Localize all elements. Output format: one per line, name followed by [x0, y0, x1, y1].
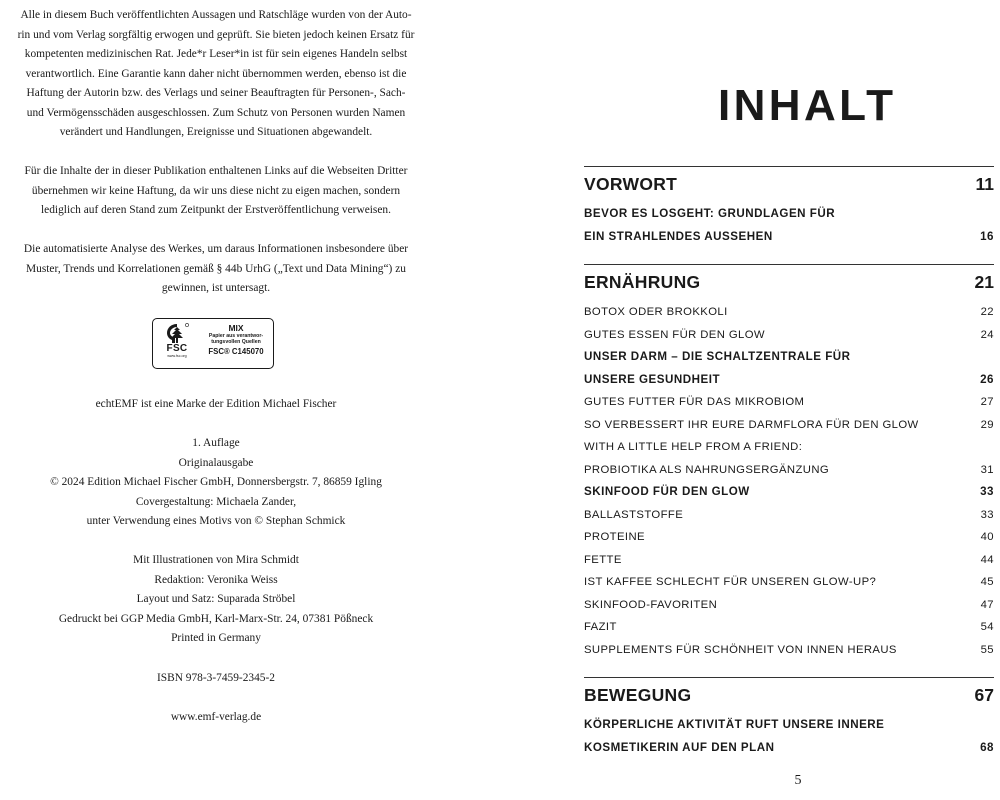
toc-entry[interactable]: [584, 414, 994, 437]
toc-page-number: 16: [980, 229, 994, 243]
text-line: Muster, Trends und Korrelationen gemäß § 44b UrhG („Text und Data Mining“) zu: [26, 262, 406, 275]
fsc-description-line: Papier aus verantwor-: [208, 333, 264, 339]
disclaimer-paragraph: [0, 6, 432, 143]
toc-entry-title: EIN STRAHLENDES AUSSEHEN: [584, 229, 773, 243]
text-line: verantwortlich. Eine Garantie kann daher nicht übernommen werden, ebenso ist die: [25, 67, 407, 80]
toc-page-number: 21: [974, 272, 994, 292]
text-line: Für die Inhalte der in dieser Publikation enthaltenen Links auf die Webseiten Dritter: [24, 165, 408, 177]
toc-entry[interactable]: [584, 301, 994, 324]
toc-entry-title: ERNÄHRUNG: [584, 272, 701, 292]
text-line: und Vermögensschäden ausgeschlossen. Zum Schutz von Personen wurden Namen: [26, 106, 406, 119]
toc-section-heading[interactable]: [584, 167, 994, 203]
toc-page-number: 45: [980, 576, 994, 588]
toc-spacer: [584, 248, 994, 264]
toc-entry[interactable]: [584, 391, 994, 414]
text-line: Die automatisierte Analyse des Werkes, um daraus Informationen insbesondere über: [23, 243, 409, 255]
toc-entry-title: WITH A LITTLE HELP FROM A FRIEND:: [584, 441, 803, 453]
text-line: rin und vom Verlag sorgfältig erwogen und geprüft. Sie bieten jedoch keinen Ersatz für: [17, 28, 415, 41]
toc-entry-title: KOSMETIKERIN AUF DEN PLAN: [584, 740, 775, 754]
text-line: Layout und Satz: Suparada Ströbel: [136, 593, 296, 605]
production-credits: [0, 551, 432, 649]
toc-entry[interactable]: [584, 639, 994, 662]
toc-entry[interactable]: [584, 616, 994, 639]
fsc-description-line: tungsvollen Quellen: [211, 339, 261, 346]
toc-entry-title: FETTE: [584, 553, 622, 566]
toc-entry[interactable]: [584, 203, 994, 226]
toc-page-number: 31: [980, 463, 994, 476]
toc-entry[interactable]: [584, 571, 994, 594]
links-disclaimer-paragraph: [0, 162, 432, 221]
trademark-note: echtEMF ist eine Marke der Edition Michael Fischer: [95, 398, 337, 410]
fsc-license-code: FSC® C145070: [208, 347, 264, 357]
toc-entry-title: SO VERBESSERT IHR EURE DARMFLORA FÜR DEN GLOW: [584, 418, 919, 431]
toc-entry[interactable]: [584, 226, 994, 249]
text-line: © 2024 Edition Michael Fischer GmbH, Donnersbergstr. 7, 86859 Igling: [50, 476, 382, 488]
text-line: kompetenten medizinischen Rat. Jede*r Leser*in ist für sein eigenes Handeln selbst: [24, 48, 408, 60]
text-line: Alle in diesem Buch veröffentlichten Aussagen und Ratschläge wurden von der Auto-: [20, 9, 412, 21]
isbn: ISBN 978-3-7459-2345-2: [156, 672, 275, 684]
toc-page-number: 26: [980, 372, 994, 386]
toc-entry-title: BEWEGUNG: [584, 685, 692, 705]
edition-imprint: [0, 434, 432, 532]
toc-page-number: 33: [980, 485, 994, 498]
toc-entry-title: BOTOX ODER BROKKOLI: [584, 306, 728, 318]
text-line: Printed in Germany: [171, 632, 261, 644]
fsc-logo-word: FSC: [166, 343, 188, 354]
toc-section-heading[interactable]: [584, 265, 994, 301]
text-line: Originalausgabe: [178, 456, 254, 469]
imprint-page: [0, 0, 432, 800]
toc-page-number: 68: [980, 740, 994, 754]
toc-entry-title: BALLASTSTOFFE: [584, 508, 684, 521]
toc-entry-title: UNSER DARM – DIE SCHALTZENTRALE FÜR: [584, 350, 851, 363]
page-number: 5: [794, 773, 802, 788]
toc-entry-title: GUTES FUTTER FÜR DAS MIKROBIOM: [584, 396, 805, 408]
fsc-mix-logo: [152, 318, 274, 369]
toc-list: [584, 166, 994, 759]
toc-page-number: 54: [980, 621, 994, 633]
text-line: unter Verwendung eines Motivs von © Stephan Schmick: [86, 515, 346, 527]
toc-page-number: 11: [975, 174, 994, 194]
toc-page-number: 40: [980, 531, 994, 543]
text-line: übernehmen wir keine Haftung, da wir uns diese nicht zu eigen machen, sondern: [31, 184, 401, 197]
toc-entry-title: SUPPLEMENTS FÜR SCHÖNHEIT VON INNEN HERAUS: [584, 643, 897, 656]
table-of-contents-page: [580, 0, 994, 800]
toc-entry-title: IST KAFFEE SCHLECHT FÜR UNSEREN GLOW-UP?: [584, 576, 877, 588]
toc-entry-title: KÖRPERLICHE AKTIVITÄT RUFT UNSERE INNERE: [584, 718, 885, 731]
page-title: INHALT: [718, 81, 897, 130]
text-line: Gedruckt bei GGP Media GmbH, Karl-Marx-Str. 24, 07381 Pößneck: [58, 612, 374, 625]
fsc-logo-url: www.fsc.org: [167, 354, 187, 358]
toc-entry-title: FAZIT: [584, 621, 617, 633]
text-line: Covergestaltung: Michaela Zander,: [135, 495, 297, 508]
text-line: 1. Auflage: [192, 437, 240, 449]
fsc-mix-label: MIX: [228, 323, 244, 333]
toc-entry-title: PROTEINE: [584, 531, 645, 543]
toc-entry-title: PROBIOTIKA ALS NAHRUNGSERGÄNZUNG: [584, 463, 830, 476]
toc-entry-title: GUTES ESSEN FÜR DEN GLOW: [584, 328, 765, 341]
toc-page-number: 47: [980, 598, 994, 611]
toc-page-number: 22: [980, 306, 994, 318]
toc-entry-title: VORWORT: [584, 174, 678, 194]
toc-entry[interactable]: [584, 549, 994, 572]
toc-page-number: 33: [980, 508, 994, 521]
toc-page-number: 55: [980, 643, 994, 656]
text-line: Redaktion: Veronika Weiss: [154, 573, 278, 586]
toc-entry-title: UNSERE GESUNDHEIT: [584, 372, 721, 386]
toc-entry[interactable]: [584, 459, 994, 482]
toc-entry[interactable]: [584, 737, 994, 760]
text-line: Haftung der Autorin bzw. des Verlags und seiner Beauftragten für Personen-, Sach-: [26, 87, 406, 99]
text-line: Mit Illustrationen von Mira Schmidt: [133, 554, 299, 566]
text-line: gewinnen, ist untersagt.: [161, 282, 271, 294]
toc-entry[interactable]: [584, 714, 994, 737]
toc-entry[interactable]: [584, 504, 994, 527]
toc-section-heading[interactable]: [584, 678, 994, 714]
toc-entry[interactable]: [584, 346, 994, 369]
text-line: lediglich auf deren Stand zum Zeitpunkt der Erstveröffentlichung verweisen.: [41, 204, 391, 216]
text-line: verändert und Handlungen, Ereignisse und Situationen abgewandelt.: [59, 126, 373, 138]
toc-entry-title: SKINFOOD-FAVORITEN: [584, 598, 718, 611]
toc-entry[interactable]: [584, 324, 994, 347]
toc-page-number: 44: [980, 553, 994, 566]
fsc-tree-icon: [160, 322, 194, 366]
toc-entry-title: BEVOR ES LOSGEHT: GRUNDLAGEN FÜR: [584, 207, 836, 220]
toc-entry-title: SKINFOOD FÜR DEN GLOW: [584, 485, 750, 498]
publisher-website-link[interactable]: www.emf-verlag.de: [170, 711, 262, 723]
toc-page-number: 24: [980, 328, 994, 341]
toc-page-number: 27: [980, 396, 994, 408]
text-data-mining-paragraph: [0, 240, 432, 299]
toc-entry[interactable]: [584, 481, 994, 504]
toc-spacer: [584, 661, 994, 677]
toc-entry[interactable]: [584, 526, 994, 549]
toc-page-number: 67: [974, 685, 994, 705]
toc-entry[interactable]: [584, 436, 994, 459]
toc-entry[interactable]: [584, 594, 994, 617]
toc-page-number: 29: [980, 418, 994, 431]
toc-entry[interactable]: [584, 369, 994, 392]
